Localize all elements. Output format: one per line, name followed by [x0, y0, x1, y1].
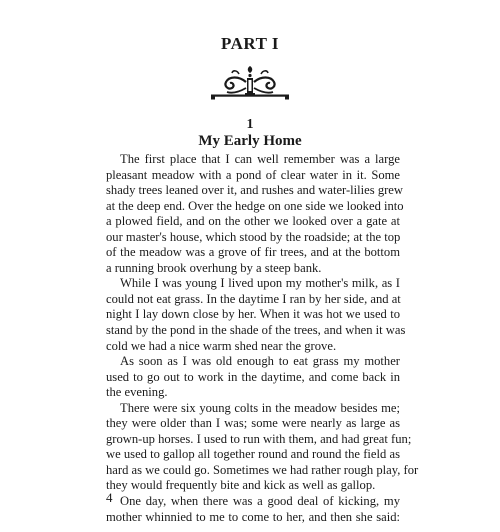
text-line: our master's house, which stood by the roadside; at the top — [106, 229, 401, 244]
text-line: night I lay down close by her. When it was hot we used to — [106, 307, 400, 322]
text-line: a plowed field, and on the other we looked over a gate at — [106, 214, 400, 229]
text-line: used to go out to work in the daytime, and come back in — [106, 369, 400, 384]
text-line: cold we had a nice warm shed near the grove. — [106, 338, 337, 353]
text-line: we used to gallop all together round and round the field as — [106, 447, 400, 462]
scroll-ornament-icon — [209, 64, 291, 100]
chapter-body-text — [106, 152, 419, 525]
text-line: a running brook overhung by a steep bank. — [106, 260, 322, 275]
text-line: While I was young I lived upon my mother's milk, as I — [120, 276, 400, 291]
text-line: shady trees leaned over it, and rushes and water-lilies grew — [106, 183, 403, 198]
text-line: the evening. — [106, 385, 168, 400]
text-line: they would frequently bite and kick as well as gallop. — [106, 478, 376, 493]
text-line: could not eat grass. In the daytime I ran by her side, and at — [106, 291, 401, 306]
text-line: at the deep end. Over the hedge on one side we looked into — [106, 198, 404, 213]
text-line: As soon as I was old enough to eat grass my mother — [120, 354, 400, 369]
text-line: pleasant meadow with a pond of clear water in it. Some — [106, 167, 400, 182]
part-title: PART I — [221, 34, 279, 53]
text-line: grown-up horses. I used to run with them, and had great fun; — [106, 431, 412, 446]
text-line: mother whinnied to me to come to her, and then she said: — [106, 509, 400, 524]
text-line: There were six young colts in the meadow besides me; — [120, 400, 400, 415]
text-line: hard as we could go. Sometimes we had rather rough play, for — [106, 462, 419, 477]
text-line: of the meadow was a grove of fir trees, and at the bottom — [106, 245, 400, 260]
page-number: 4 — [106, 490, 113, 505]
text-line: stand by the pond in the shade of the trees, and when it was — [106, 323, 406, 338]
chapter-number: 1 — [246, 117, 254, 132]
text-line: The first place that I can well remember was a large — [120, 152, 400, 166]
text-line: One day, when there was a good deal of kicking, my — [120, 494, 400, 509]
chapter-title: My Early Home — [198, 133, 302, 149]
text-line: they were older than I was; some were nearly as large as — [106, 416, 400, 431]
